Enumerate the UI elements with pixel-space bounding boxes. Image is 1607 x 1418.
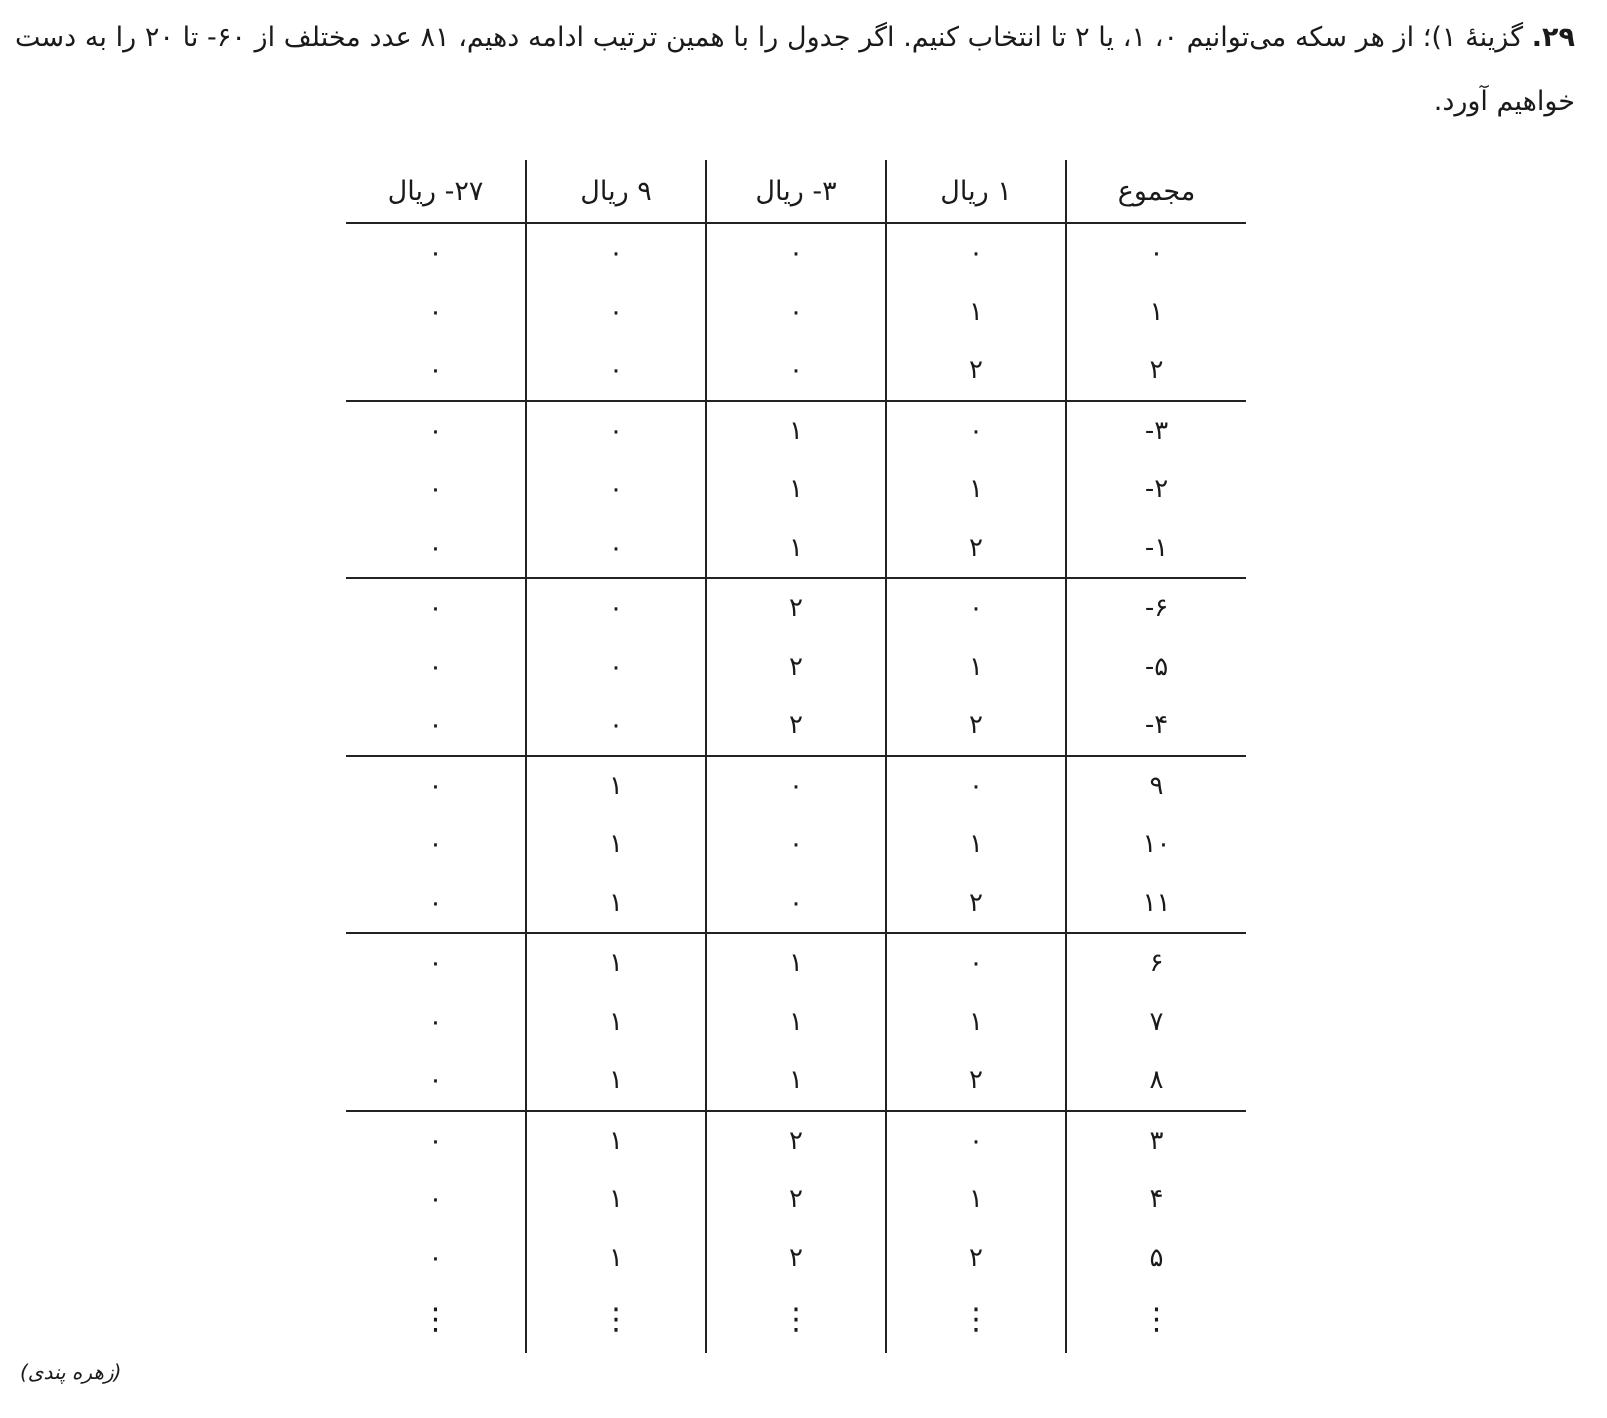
header-coin-9: ۹ ریال: [526, 160, 706, 223]
table-cell: ۰: [346, 460, 526, 519]
table-cell: ۰: [526, 638, 706, 697]
table-cell: ۱: [526, 756, 706, 816]
table-cell: ۱: [886, 815, 1066, 874]
table-cell: ۰: [346, 283, 526, 342]
table-cell: ۰: [346, 638, 526, 697]
table-cell: ۱: [886, 460, 1066, 519]
table-cell: ۶: [1149, 948, 1164, 979]
table-cell: ۰: [706, 283, 886, 342]
table-cell: ۳: [1149, 1125, 1164, 1156]
table-cell: ۹: [1149, 770, 1164, 801]
table-cell: ۲: [706, 696, 886, 756]
table-row: [346, 696, 1246, 756]
table-cell: ۰: [886, 223, 1066, 283]
table-cell: ۰: [346, 933, 526, 993]
table-cell: ۲: [706, 578, 886, 638]
table-row: [346, 341, 1246, 401]
header-sum: مجموع: [1066, 160, 1246, 223]
solution-text: [15, 6, 1575, 134]
table-row: [346, 933, 1246, 993]
table-row: [346, 874, 1246, 934]
table-cell: ۰: [346, 401, 526, 461]
table-row: [346, 1051, 1246, 1111]
table-cell: ۰: [346, 578, 526, 638]
table-cell: ۲: [706, 638, 886, 697]
table-cell: ۲: [886, 519, 1066, 579]
table-cell: ۵: [1149, 1242, 1164, 1273]
table-cell: ۶-: [1144, 593, 1169, 624]
table-cell: ۰: [346, 1229, 526, 1288]
table-cell: ۱: [706, 993, 886, 1052]
table-row: [346, 1229, 1246, 1288]
table-row: [346, 223, 1246, 283]
table-cell: ۰: [346, 874, 526, 934]
table-cell: ۱: [526, 933, 706, 993]
continuation-dots: ⋮: [706, 1287, 886, 1353]
table-cell: ۱: [706, 519, 886, 579]
table-cell: ۰: [886, 578, 1066, 638]
table-cell: ۲: [706, 1229, 886, 1288]
table-cell: ۰: [886, 756, 1066, 816]
table-row: [346, 815, 1246, 874]
table-cell: ۱-: [1066, 519, 1246, 579]
continuation-row: [346, 1287, 1246, 1353]
table-cell: ۰: [526, 519, 706, 579]
table-cell: ۰: [706, 874, 886, 934]
table-cell: ۰: [526, 696, 706, 756]
table-cell: ۰: [346, 223, 526, 283]
coin-combination-table: [346, 160, 1246, 1353]
table-cell: ۴: [1149, 1184, 1164, 1215]
table-cell: ۰: [526, 460, 706, 519]
table-cell: ۱: [886, 638, 1066, 697]
table-cell: ۰: [346, 696, 526, 756]
table-header-row: [346, 160, 1246, 223]
table-cell: ۰: [706, 756, 886, 816]
table-cell: ۱۱: [1066, 874, 1246, 934]
table-cell: ۵-: [1144, 651, 1169, 682]
table-cell: ۰: [886, 933, 1066, 993]
table-row: [346, 1170, 1246, 1229]
table-cell: ۲: [886, 874, 1066, 934]
header-coin-minus-27: ۲۷- ریال: [346, 160, 526, 223]
table-cell: ۰: [526, 283, 706, 342]
table-cell: ۲-: [1144, 474, 1169, 505]
table-cell: ۰: [886, 401, 1066, 461]
table-cell: ۰: [346, 993, 526, 1052]
table-cell: ۱: [526, 1111, 706, 1171]
table-cell: ۰: [1149, 238, 1164, 269]
table-row: [346, 578, 1246, 638]
table-row: [346, 756, 1246, 816]
table-cell: ۲: [886, 1229, 1066, 1288]
table-cell: ۱: [706, 460, 886, 519]
table-cell: ۸: [1066, 1051, 1246, 1111]
table-cell: ۰: [526, 578, 706, 638]
table-cell: ۰: [526, 223, 706, 283]
table-cell: ۲: [1066, 341, 1246, 401]
table-cell: ۳-: [1144, 415, 1169, 446]
table-cell: ۰: [526, 341, 706, 401]
table-row: [346, 1111, 1246, 1171]
table-cell: ۰: [346, 756, 526, 816]
header-coin-1: ۱ ریال: [886, 160, 1066, 223]
question-number: ۲۹.: [1531, 22, 1576, 53]
table-cell: ۱۰: [1142, 829, 1171, 860]
table-cell: ۰: [346, 1051, 526, 1111]
table-row: [346, 638, 1246, 697]
table-cell: ۲: [706, 1111, 886, 1171]
table-cell: ۱: [526, 1170, 706, 1229]
table-cell: ۰: [706, 815, 886, 874]
table-row: [346, 401, 1246, 461]
table-cell: ۰: [346, 815, 526, 874]
table-cell: ۰: [706, 223, 886, 283]
table-cell: ۰: [706, 341, 886, 401]
table-cell: ۰: [526, 401, 706, 461]
table-cell: ۱: [526, 1051, 706, 1111]
table-cell: ۱: [706, 401, 886, 461]
table-cell: ۰: [346, 1170, 526, 1229]
table-cell: ۴-: [1066, 696, 1246, 756]
table-cell: ۰: [346, 341, 526, 401]
continuation-dots: ⋮: [346, 1287, 526, 1353]
table-row: [346, 460, 1246, 519]
table-cell: ۷: [1149, 1006, 1164, 1037]
table-cell: ۱: [886, 1170, 1066, 1229]
table-cell: ۱: [706, 1051, 886, 1111]
table-cell: ۱: [526, 993, 706, 1052]
table-cell: ۱: [706, 933, 886, 993]
table-row: [346, 519, 1246, 579]
table-cell: ۲: [706, 1170, 886, 1229]
table-cell: ۱: [886, 283, 1066, 342]
table-cell: ۱: [1149, 296, 1164, 327]
table-cell: ۲: [886, 341, 1066, 401]
continuation-dots: ⋮: [1141, 1301, 1172, 1337]
continuation-dots: ⋮: [526, 1287, 706, 1353]
coin-combination-table-wrap: [346, 160, 1246, 1353]
table-cell: ۰: [346, 1111, 526, 1171]
table-cell: ۱: [886, 993, 1066, 1052]
continuation-dots: ⋮: [886, 1287, 1066, 1353]
table-cell: ۱: [526, 874, 706, 934]
header-coin-minus-3: ۳- ریال: [706, 160, 886, 223]
solution-body: گزینهٔ ۱)؛ از هر سکه می‌توانیم ۰، ۱، یا ۲ تا انتخاب کنیم. اگر جدول را با همین ترتیب ادامه دهیم، ۸۱ عدد مختلف از ۶۰- تا ۲۰ را به دست خواهیم آورد.: [15, 22, 1575, 117]
table-cell: ۰: [886, 1111, 1066, 1171]
table-row: [346, 993, 1246, 1052]
table-cell: ۱: [526, 815, 706, 874]
table-cell: ۰: [346, 519, 526, 579]
table-row: [346, 283, 1246, 342]
table-cell: ۲: [886, 1051, 1066, 1111]
author-citation: (زهره پندی): [20, 1360, 122, 1384]
table-cell: ۲: [886, 696, 1066, 756]
table-cell: ۱: [526, 1229, 706, 1288]
